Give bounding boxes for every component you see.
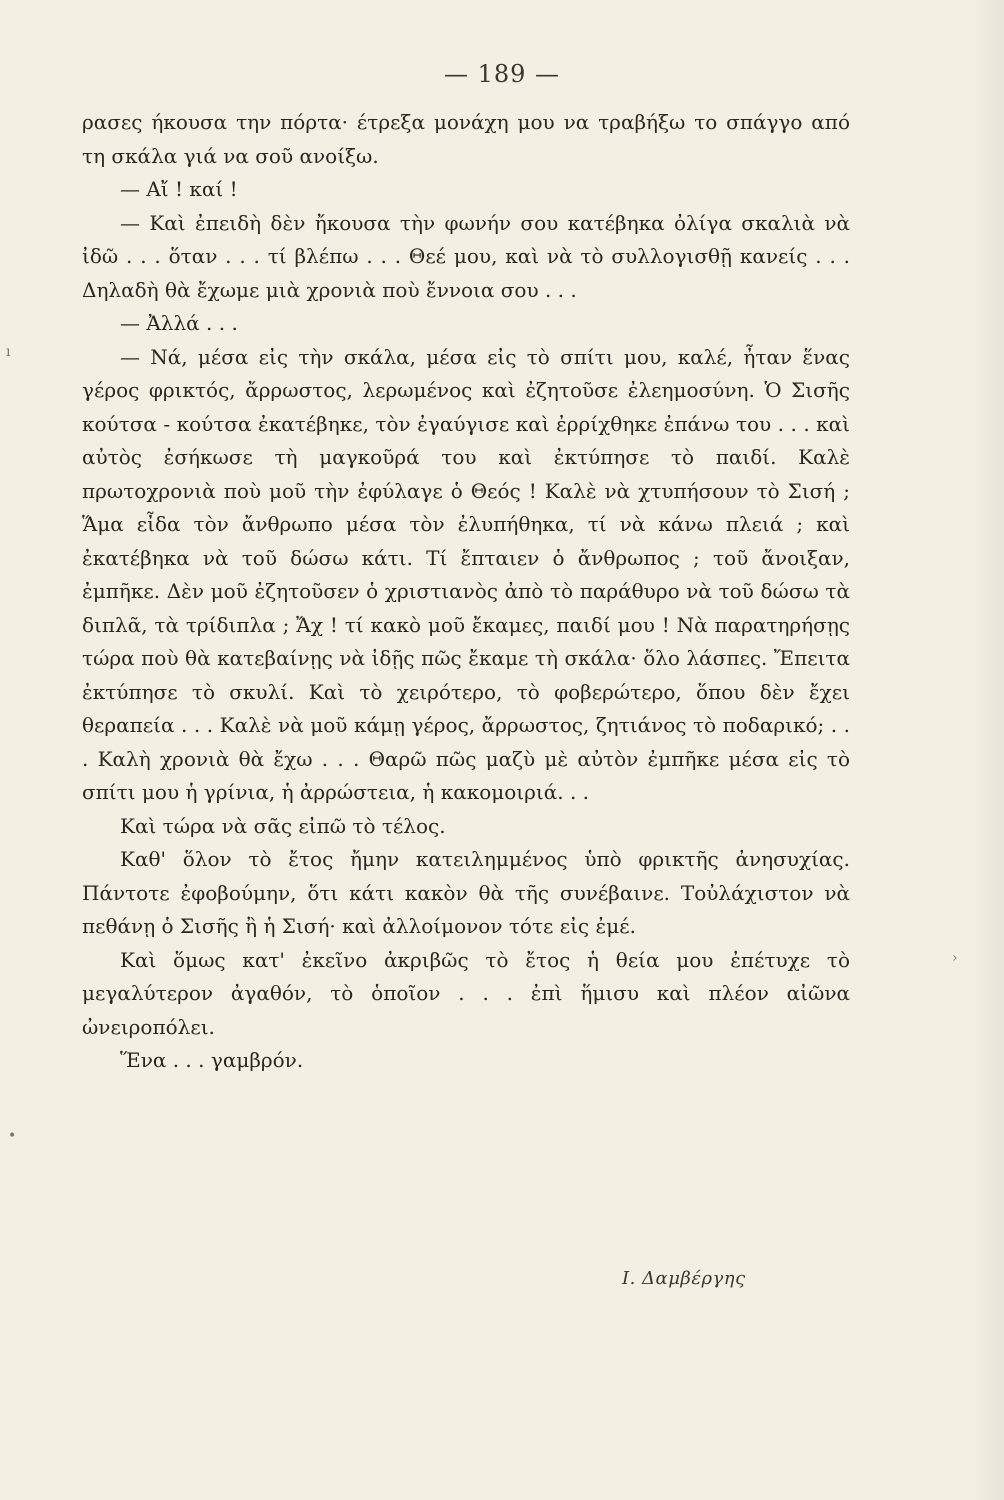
paragraph: Καὶ ὅμως κατ' ἐκεῖνο ἀκριβῶς τὸ ἔτος ἡ θεία μου ἐπέτυχε τὸ μεγαλύτερον ἀγαθόν, τὸ ὁποῖον . . . ἐπὶ ἥμισυ καὶ πλέον αἰῶνα ὠνειροπόλει. bbox=[82, 947, 850, 1039]
author-signature: Ι. Δαμβέργης bbox=[622, 1268, 746, 1289]
paragraph: Καὶ τώρα νὰ σᾶς εἰπῶ τὸ τέλος. bbox=[120, 813, 446, 838]
margin-mark: ı bbox=[6, 344, 11, 360]
dialogue-line: — Αἴ ! καί ! bbox=[120, 177, 238, 201]
margin-mark: • bbox=[8, 1128, 17, 1144]
paragraph: ρασες ήκουσα την πόρτα· έτρεξα μονάχη μου να τραβήξω το σπάγγο από τη σκάλα γιά να σοῦ ανοίξω. bbox=[82, 110, 850, 168]
page-number: — 189 — bbox=[443, 60, 561, 88]
dialogue-line: — Καὶ ἐπειδὴ δὲν ἤκουσα τὴν φωνήν σου κατέβηκα ὀλίγα σκαλιὰ νὰ ἰδῶ . . . ὅταν . . . τί βλέπω . . . Θεέ μου, καὶ νὰ τὸ συλλογισθῇ κανείς . . . Δηλαδὴ θὰ ἔχωμε μιὰ χρονιὰ ποὺ ἔννοια σου . . . bbox=[82, 210, 850, 302]
margin-mark: › bbox=[952, 950, 958, 966]
paragraph: Ἕνα . . . γαμβρόν. bbox=[120, 1048, 304, 1072]
body-text bbox=[82, 106, 850, 1078]
dialogue-line: — Νά, μέσα εἰς τὴν σκάλα, μέσα εἰς τὸ σπίτι μου, καλέ, ἦταν ἕνας γέρος φρικτός, ἄρρωστος, λερωμένος καὶ ἐζητοῦσε ἐλεημοσύνη. Ὁ Σισῆς κούτσα - κούτσα ἐκατέβηκε, τὸν ἐγαύγισε καὶ ἐρρίχθηκε ἐπάνω του . . . καὶ αὐτὸς ἐσήκωσε τὴ μαγκοῦρά του καὶ ἐκτύπησε τὸ παιδί. Καλὲ πρωτοχρονιὰ ποὺ μοῦ τὴν ἐφύλαγε ὁ Θεός ! Καλὲ νὰ χτυπήσουν τὸ Σισή ; Ἅμα εἶδα τὸν ἄνθρωπο μέσα τὸν ἐλυπήθηκα, τί νὰ κάνω πλειά ; καὶ ἐκατέβηκα νὰ τοῦ δώσω κάτι. Τί ἔπταιεν ὁ ἄνθρωπος ; τοῦ ἄνοιξαν, ἐμπῆκε. Δὲν μοῦ ἐζητοῦσεν ὁ χριστιανὸς ἀπὸ τὸ παράθυρο νὰ τοῦ δώσω τὰ διπλᾶ, τὰ τρίδιπλα ; Ἄχ ! τί κακὸ μοῦ ἔκαμες, παιδί μου ! Νὰ παρατηρήσῃς τώρα ποὺ θὰ κατεβαίνῃς νὰ ἰδῇς πῶς ἔκαμε τὴ σκάλα· ὅλο λάσπες. Ἔπειτα ἐκτύπησε τὸ σκυλί. Καὶ τὸ χειρότερο, τὸ φοβερώτερο, ὅπου δὲν ἔχει θεραπεία . . . Καλὲ νὰ μοῦ κάμῃ γέρος, ἄρρωστος, ζητιάνος τὸ ποδαρικό; . . . Καλὴ χρονιὰ θὰ ἔχω . . . Θαρῶ πῶς μαζὺ μὲ αὐτὸν ἐμπῆκε μέσα εἰς τὸ σπίτι μου ἡ γρίνια, ἡ ἀρρώστεια, ἡ κακομοιριά. . . bbox=[82, 344, 850, 804]
paragraph: Καθ' ὅλον τὸ ἔτος ἤμην κατειλημμένος ὑπὸ φρικτῆς ἀνησυχίας. Πάντοτε ἐφοβούμην, ὅτι κάτι κακὸν θὰ τῆς συνέβαινε. Τοὐλάχιστον νὰ πεθάνῃ ὁ Σισῆς ἢ ἡ Σισή· καὶ ἀλλοίμονον τότε εἰς ἐμέ. bbox=[82, 847, 850, 938]
page-edge-shadow bbox=[974, 0, 1004, 1500]
dialogue-line: — Ἀλλά . . . bbox=[120, 311, 238, 335]
